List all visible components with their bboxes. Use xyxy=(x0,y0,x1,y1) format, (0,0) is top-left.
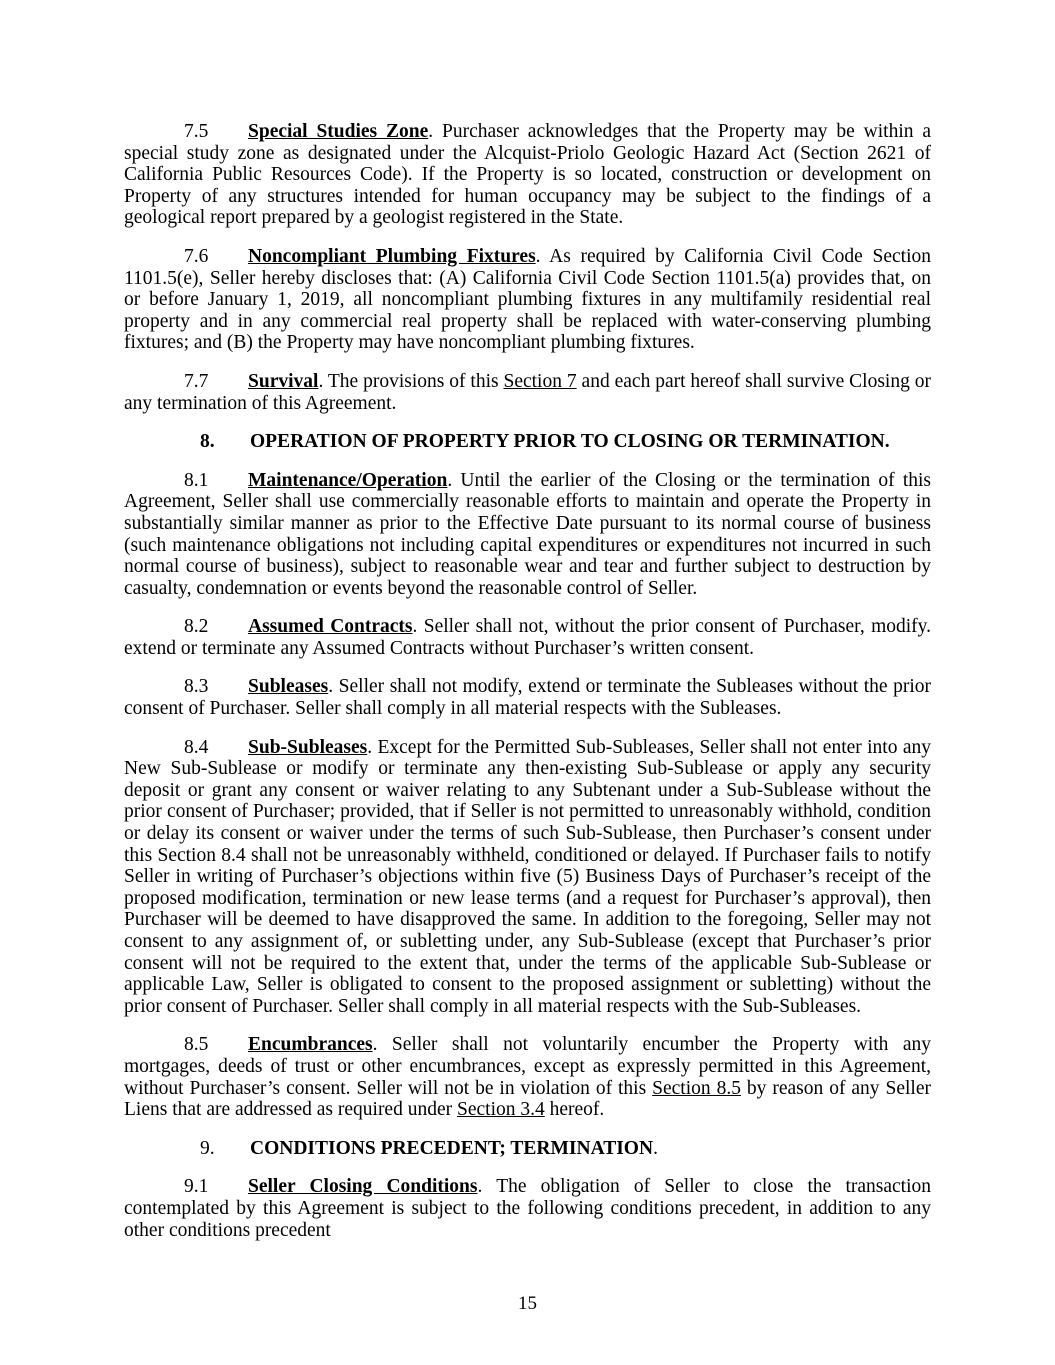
clause-heading: Assumed Contracts xyxy=(248,616,413,638)
clause-8-4 xyxy=(124,737,931,1018)
clause-heading: Survival xyxy=(248,370,319,392)
clause-number: 8.4 xyxy=(184,736,209,758)
clause-body: The provisions of this xyxy=(327,370,504,392)
clause-body: Seller shall not, without the prior consent of Purchaser, modify. extend or terminate any Assumed Contracts without Purchaser’s written consent. xyxy=(124,616,932,659)
clause-body: Seller shall not voluntarily encumber the Property with any mortgages, deeds of trust or other encumbrances, except as expressly permitted in this Agreement, without Purchaser’s consent. Seller will not be in violation of this xyxy=(124,1034,931,1099)
clause-body: Purchaser acknowledges that the Property may be within a special study zone as designated under the Alcquist-Priolo Geologic Hazard Act (Section 2621 of California Public Resources Code). If the Property is so located, construction or development on Property of any structures intended for human occupancy may be subject to the findings of a geological report prepared by a geologist registered in the State. xyxy=(124,121,932,229)
clause-body: As required by California Civil Code Section 1101.5(e), Seller hereby discloses that: (A) California Civil Code Section 1101.5(a) provides that, on or before January 1, 2019, all noncompliant plumbing fixtures in any multifamily residential real property and in any commercial real property shall be replaced with water-conserving plumbing fixtures; and (B) the Property may have noncompliant plumbing fixtures. xyxy=(124,245,931,354)
clause-separator: . xyxy=(367,736,378,758)
clause-number: 8.1 xyxy=(184,469,209,491)
clause-number: 8.5 xyxy=(184,1034,209,1056)
clause-heading: Maintenance/Operation xyxy=(248,469,448,491)
clause-heading: Special Studies Zone xyxy=(248,121,429,142)
clause-heading: Encumbrances xyxy=(248,1034,373,1056)
clause-body: hereof. xyxy=(544,1099,605,1121)
clause-body: Except for the Permitted Sub-Subleases, Seller shall not enter into any New Sub-Sublease or modify or terminate any then-existing Sub-Sublease or apply any security deposit or grant any consent or waiver relating to any Subtenant under a Sub-Sublease without the prior consent of Purchaser; provided, that if Seller is not permitted to unreasonably withhold, condition or delay its consent or waiver under the terms of such Sub-Sublease, then Purchaser’s consent under this Section 8.4 shall not be unreasonably withheld, conditioned or delayed. If Purchaser fails to notify Seller in writing of Purchaser’s objections within five (5) Business Days of Purchaser’s receipt of the proposed modification, termination or new lease terms (and a request for Purchaser’s approval), then Purchaser will be deemed to have disapproved the same. In addition to the foregoing, Seller may not consent to any assignment of, or subletting under, any Sub-Sublease (except that Purchaser’s prior consent will not be required to the extent that, under the terms of the applicable Sub-Sublease or applicable Law, Seller is obligated to consent to the proposed assignment or subletting) without the prior consent of Purchaser. Seller shall comply in all material respects with the Sub-Subleases. xyxy=(124,736,931,1017)
document-content xyxy=(124,121,931,1258)
clause-7-7 xyxy=(124,371,931,414)
clause-separator: . xyxy=(372,1034,392,1056)
section-title: OPERATION OF PROPERTY PRIOR TO CLOSING OR TERMINATION. xyxy=(250,431,890,453)
section-number: 8. xyxy=(200,431,215,453)
clause-body: Until the earlier of the Closing or the termination of this Agreement, Seller shall use commercially reasonable efforts to maintain and operate the Property in substantially similar manner as prior to the Effective Date pursuant to its normal course of business (such maintenance obligations not including capital expenditures or expenditures not incurred in such normal course of business), subject to reasonable wear and tear and further subject to destruction by casualty, condemnation or events beyond the reasonable control of Seller. xyxy=(124,469,931,599)
clause-number: 7.7 xyxy=(184,370,209,392)
section-heading-8 xyxy=(200,431,931,453)
clause-separator: . xyxy=(477,1176,497,1198)
clause-number: 7.5 xyxy=(184,121,209,142)
clause-number: 7.6 xyxy=(184,245,209,267)
clause-7-6 xyxy=(124,246,931,354)
section-number: 9. xyxy=(200,1137,215,1159)
clause-separator: . xyxy=(318,370,328,392)
clause-8-5 xyxy=(124,1034,931,1120)
section-ref: Section 8.5 xyxy=(652,1077,741,1099)
clause-number: 9.1 xyxy=(184,1176,209,1198)
clause-8-3 xyxy=(124,676,931,719)
clause-heading: Sub-Subleases xyxy=(248,736,368,758)
clause-separator: . xyxy=(447,469,461,491)
section-ref: Section 3.4 xyxy=(457,1099,545,1121)
clause-9-1 xyxy=(124,1176,931,1241)
section-title-suffix: . xyxy=(653,1137,658,1159)
section-ref: Section 7 xyxy=(503,370,577,392)
clause-7-5 xyxy=(124,121,931,229)
clause-8-2 xyxy=(124,616,931,659)
clause-8-1 xyxy=(124,470,931,600)
clause-separator: . xyxy=(412,616,424,638)
clause-separator: . xyxy=(428,121,443,142)
page-number: 15 xyxy=(518,1293,537,1314)
clause-heading: Subleases xyxy=(248,676,329,698)
clause-body: by reason of any Seller Liens that are addressed as required under xyxy=(124,1077,931,1121)
section-heading-9 xyxy=(200,1138,931,1160)
clause-separator: . xyxy=(535,245,550,267)
clause-number: 8.3 xyxy=(184,676,209,698)
clause-body: and each part hereof shall survive Closing or any termination of this Agreement. xyxy=(124,370,931,414)
clause-separator: . xyxy=(328,676,339,698)
section-title: CONDITIONS PRECEDENT; TERMINATION xyxy=(250,1137,654,1159)
clause-body: Seller shall not modify, extend or terminate the Subleases without the prior consent of Purchaser. Seller shall comply in all material respects with the Subleases. xyxy=(124,676,932,720)
clause-body: The obligation of Seller to close the transaction contemplated by this Agreement is subject to the following conditions precedent, in addition to any other conditions precedent xyxy=(124,1176,931,1241)
clause-heading: Seller Closing Conditions xyxy=(248,1176,478,1198)
clause-heading: Noncompliant Plumbing Fixtures xyxy=(248,245,536,267)
clause-number: 8.2 xyxy=(184,616,209,638)
